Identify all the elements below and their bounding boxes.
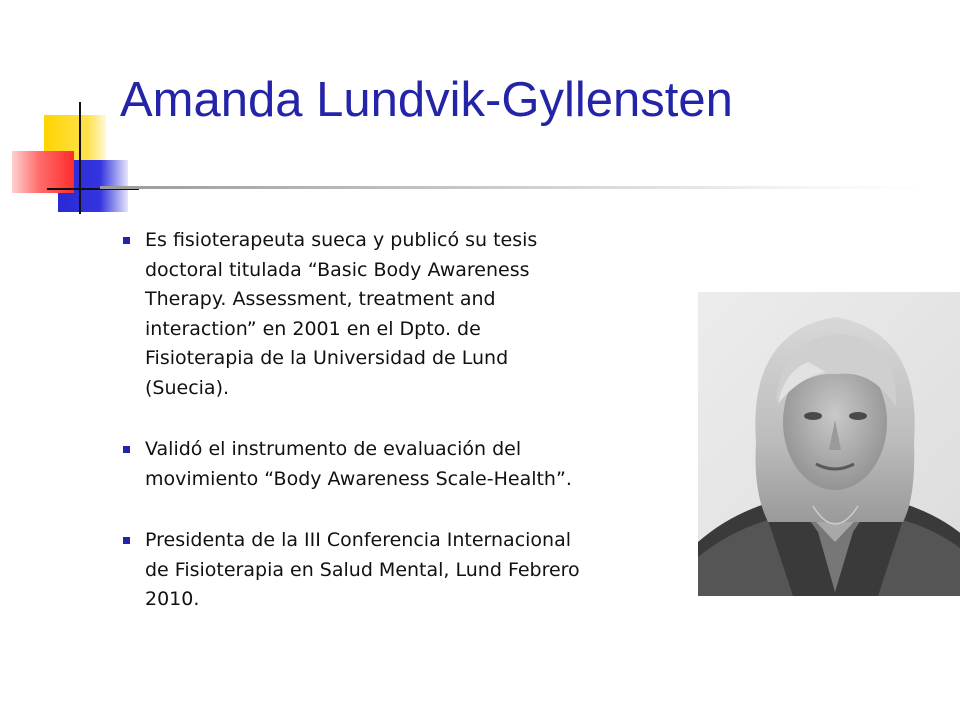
title-divider <box>100 186 930 189</box>
bullet-item <box>120 526 590 615</box>
portrait-image <box>698 292 960 596</box>
bullet-text: Presidenta de la III Conferencia Internacional de Fisioterapia en Salud Mental, Lund Febrero 2010. <box>145 529 580 610</box>
square-bullet-icon <box>123 537 130 544</box>
vertical-line <box>79 102 81 214</box>
slide-title: Amanda Lundvik-Gyllensten <box>120 73 733 127</box>
corner-logo-icon <box>0 0 140 230</box>
square-bullet-icon <box>123 446 130 453</box>
bullet-item <box>120 226 590 403</box>
square-bullet-icon <box>123 237 130 244</box>
bullet-text: Es fisioterapeuta sueca y publicó su tesis doctoral titulada “Basic Body Awareness Therapy. Assessment, treatment and interaction” en 2001 en el Dpto. de Fisioterapia de la Universidad de Lund (Suecia). <box>145 229 538 399</box>
bullet-list <box>120 226 590 647</box>
bullet-text: Validó el instrumento de evaluación del movimiento “Body Awareness Scale-Health”. <box>145 438 572 490</box>
red-square <box>12 151 74 193</box>
bullet-item <box>120 435 590 494</box>
portrait-photo <box>698 292 960 596</box>
